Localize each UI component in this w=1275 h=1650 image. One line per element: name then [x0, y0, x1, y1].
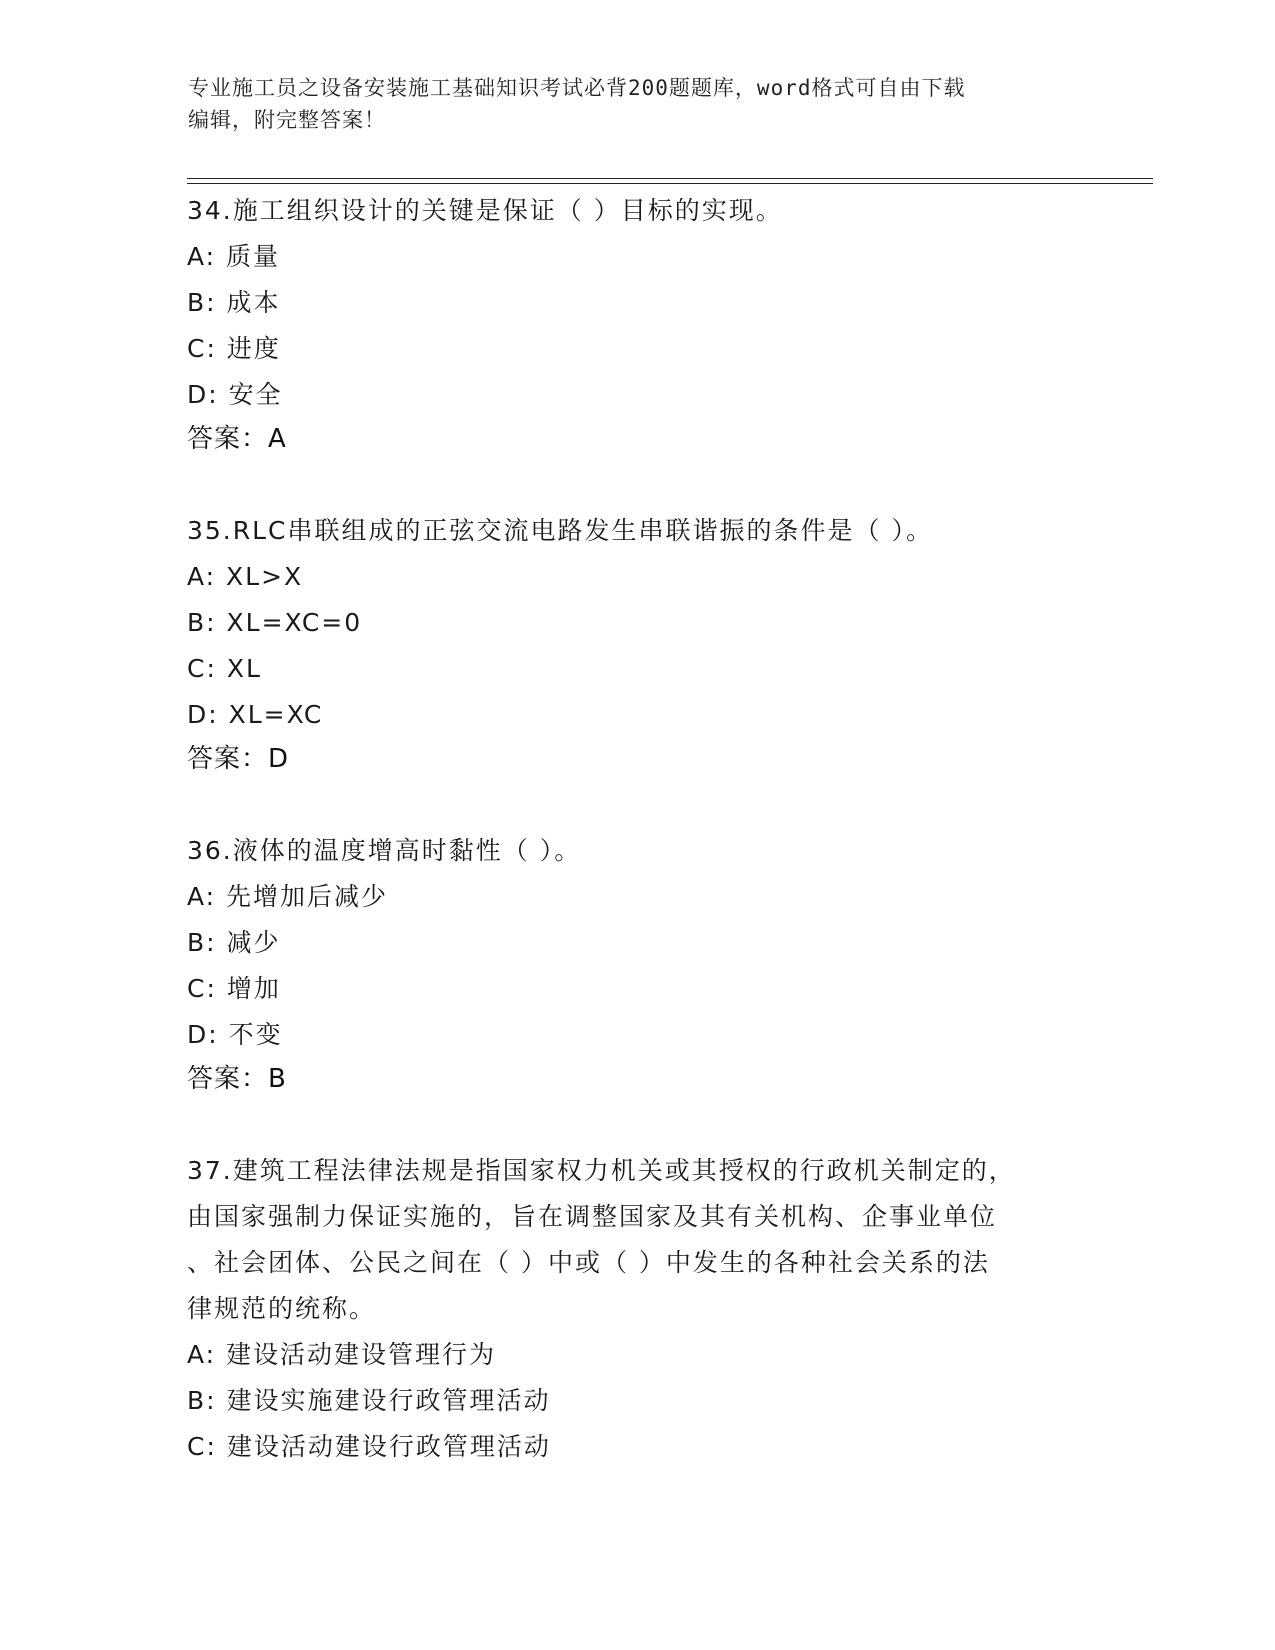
- option-c: C: XL: [187, 654, 262, 683]
- question-stem-line: 36.液体的温度增高时黏性（ ）。: [187, 836, 582, 865]
- question-stem: [187, 828, 581, 874]
- question-34: [187, 188, 783, 460]
- answer-line: 答案：A: [187, 424, 287, 454]
- answer-line: 答案：B: [187, 1064, 287, 1094]
- document-header: [188, 72, 1068, 136]
- question-stem: [187, 508, 933, 554]
- question-stem-line: 、社会团体、公民之间在（ ）中或（ ）中发生的各种社会关系的法: [187, 1248, 990, 1277]
- option-b: B: 建设实施建设行政管理活动: [187, 1386, 551, 1415]
- header-divider-top: [187, 178, 1153, 179]
- option-c: C: 进度: [187, 334, 281, 363]
- option-a: A: XL>X: [187, 562, 304, 591]
- option-a: A: 先增加后减少: [187, 882, 389, 911]
- question-35: [187, 508, 933, 780]
- question-37: [187, 1148, 1016, 1470]
- question-stem: [187, 188, 783, 234]
- option-a: A: 质量: [187, 242, 281, 271]
- option-b: B: 减少: [187, 928, 281, 957]
- question-36: [187, 828, 581, 1100]
- option-c: C: 建设活动建设行政管理活动: [187, 1432, 551, 1461]
- option-d: D: XL=XC: [187, 700, 324, 729]
- question-stem-line: 律规范的统称。: [187, 1294, 377, 1323]
- option-d: D: 不变: [187, 1020, 283, 1049]
- question-stem-line: 由国家强制力保证实施的，旨在调整国家及其有关机构、企事业单位: [187, 1202, 998, 1231]
- option-d: D: 安全: [187, 380, 283, 409]
- question-stem-line: 35.RLC串联组成的正弦交流电路发生串联谐振的条件是（ ）。: [187, 516, 933, 545]
- header-line-2: 编辑，附完整答案！: [188, 108, 386, 132]
- header-line-1: 专业施工员之设备安装施工基础知识考试必背200题题库，word格式可自由下载: [188, 76, 966, 100]
- question-stem: [187, 1148, 1016, 1332]
- answer-line: 答案：D: [187, 744, 290, 774]
- question-stem-line: 37.建筑工程法律法规是指国家权力机关或其授权的行政机关制定的，: [187, 1156, 1016, 1185]
- option-b: B: 成本: [187, 288, 281, 317]
- header-divider-bottom: [187, 183, 1153, 184]
- option-a: A: 建设活动建设管理行为: [187, 1340, 497, 1369]
- question-stem-line: 34.施工组织设计的关键是保证（ ）目标的实现。: [187, 196, 783, 225]
- option-b: B: XL=XC=0: [187, 608, 363, 637]
- option-c: C: 增加: [187, 974, 281, 1003]
